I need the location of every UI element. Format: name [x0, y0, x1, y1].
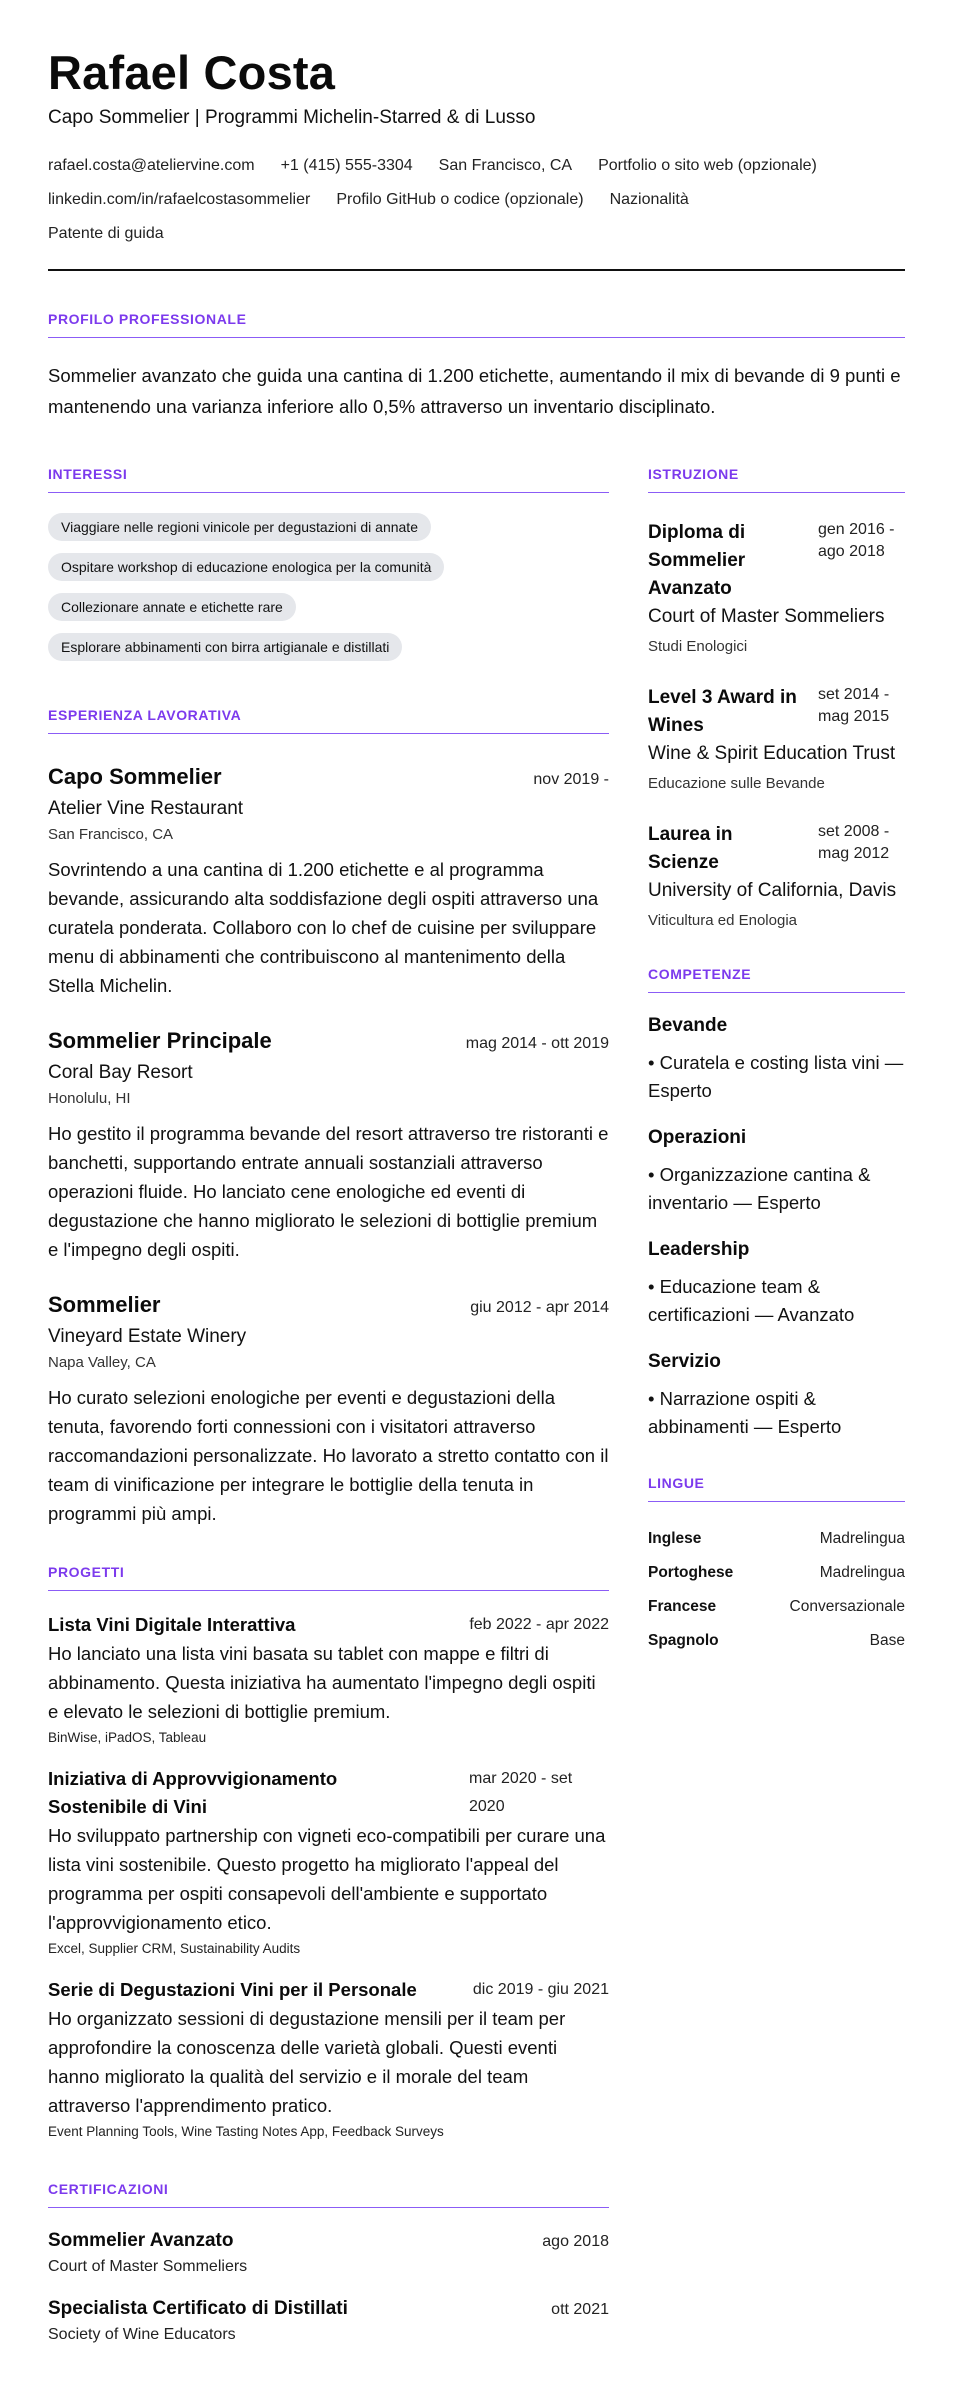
- contact-location: San Francisco, CA: [438, 157, 573, 175]
- job-date: nov 2019 -: [533, 771, 609, 789]
- project-tech: Event Planning Tools, Wine Tasting Notes App, Feedback Surveys: [48, 2124, 444, 2140]
- certification-org: Court of Master Sommeliers: [48, 2258, 248, 2276]
- section-divider: [48, 337, 905, 338]
- project-description: Ho lanciato una lista vini basata su tablet con mappe e filtri di abbinamento. Questa iniziativa ha aumentato l'impegno degli ospiti e elevato le selezioni di bottiglie premium.: [48, 1643, 596, 1723]
- interest-chip: Viaggiare nelle regioni vinicole per degustazioni di annate: [48, 513, 431, 541]
- right-column: [648, 466, 905, 1658]
- language-level: Madrelingua: [819, 1564, 905, 1582]
- skill-group: [648, 1239, 905, 1329]
- summary-section: [48, 311, 905, 422]
- language-level: Madrelingua: [819, 1530, 905, 1548]
- interests-section: [48, 466, 609, 661]
- job-entry: [48, 1028, 609, 1264]
- education-field: Studi Enologici: [648, 638, 748, 656]
- education-date: set 2014 - mag 2015: [818, 686, 890, 726]
- left-column: [48, 466, 609, 2344]
- skill-item: • Narrazione ospiti & abbinamenti — Esperto: [648, 1388, 842, 1438]
- language-name: Spagnolo: [648, 1632, 719, 1650]
- certifications-heading: CERTIFICAZIONI: [48, 2181, 169, 2198]
- section-divider: [48, 492, 609, 493]
- certification-date: ott 2021: [551, 2301, 609, 2319]
- education-field: Viticultura ed Enologia: [648, 912, 797, 930]
- languages-heading: LINGUE: [648, 1475, 705, 1492]
- education-degree: Diploma di Sommelier Avanzato: [648, 522, 746, 600]
- projects-section: [48, 1564, 609, 2139]
- contact-driving-license: Patente di guida: [48, 225, 164, 243]
- language-row: [648, 1590, 905, 1624]
- resume-header: [48, 48, 905, 271]
- project-description: Ho sviluppato partnership con vigneti eco-compatibili per curare una lista vini sostenibile. Questo progetto ha migliorato l'appeal del programma per ospiti consapevoli dell'ambiente e supportato l'approvvigionamento etico.: [48, 1825, 606, 1934]
- job-location: San Francisco, CA: [48, 826, 174, 844]
- job-title: Sommelier Principale: [48, 1028, 272, 1054]
- section-divider: [48, 733, 609, 734]
- job-company: Vineyard Estate Winery: [48, 1326, 247, 1348]
- education-date: gen 2016 - ago 2018: [818, 521, 895, 561]
- candidate-headline: Capo Sommelier | Programmi Michelin-Starred & di Lusso: [48, 107, 536, 129]
- skill-group: [648, 1015, 905, 1105]
- education-school: Wine & Spirit Education Trust: [648, 743, 896, 765]
- job-company: Atelier Vine Restaurant: [48, 798, 244, 820]
- education-degree: Level 3 Award in Wines: [648, 687, 797, 737]
- education-section: [648, 466, 905, 932]
- project-date: feb 2022 - apr 2022: [469, 1616, 609, 1634]
- job-title: Sommelier: [48, 1292, 161, 1318]
- language-name: Inglese: [648, 1530, 702, 1548]
- languages-list: [648, 1522, 905, 1658]
- project-title: Lista Vini Digitale Interattiva: [48, 1614, 296, 1636]
- projects-heading: PROGETTI: [48, 1564, 125, 1581]
- skill-item: • Curatela e costing lista vini — Esperto: [648, 1052, 904, 1102]
- section-divider: [48, 1590, 609, 1591]
- project-date: mar 2020 - set 2020: [469, 1770, 573, 1816]
- interests-list: [48, 513, 609, 661]
- skills-heading: COMPETENZE: [648, 966, 752, 983]
- section-divider: [48, 2207, 609, 2208]
- interest-chip: Collezionare annate e etichette rare: [48, 593, 296, 621]
- interest-chip: Esplorare abbinamenti con birra artigianale e distillati: [48, 633, 402, 661]
- section-divider: [648, 1501, 905, 1502]
- job-location: Napa Valley, CA: [48, 1354, 156, 1372]
- certification-entry: [48, 2230, 609, 2276]
- education-date: set 2008 - mag 2012: [818, 823, 890, 863]
- certification-entry: [48, 2298, 609, 2344]
- language-level: Conversazionale: [789, 1598, 905, 1616]
- project-entry: [48, 1765, 609, 1956]
- education-entry: [648, 821, 905, 932]
- job-date: mag 2014 - ott 2019: [465, 1035, 609, 1053]
- education-heading: ISTRUZIONE: [648, 466, 739, 483]
- job-company: Coral Bay Resort: [48, 1062, 193, 1084]
- language-row: [648, 1522, 905, 1556]
- education-entry: [648, 684, 905, 795]
- contact-portfolio[interactable]: Portfolio o sito web (opzionale): [598, 157, 817, 175]
- project-tech: Excel, Supplier CRM, Sustainability Audits: [48, 1941, 301, 1957]
- summary-heading: PROFILO PROFESSIONALE: [48, 311, 247, 328]
- education-school: University of California, Davis: [648, 880, 897, 902]
- languages-section: [648, 1475, 905, 1658]
- education-entry: [648, 519, 905, 658]
- education-field: Educazione sulle Bevande: [648, 775, 825, 793]
- certification-title: Specialista Certificato di Distillati: [48, 2298, 348, 2320]
- job-entry: [48, 1292, 609, 1528]
- certification-title: Sommelier Avanzato: [48, 2230, 234, 2252]
- certification-org: Society of Wine Educators: [48, 2326, 236, 2344]
- experience-heading: ESPERIENZA LAVORATIVA: [48, 707, 242, 724]
- job-description: Sovrintendo a una cantina di 1.200 etichette e al programma bevande, assicurando alta soddisfazione degli ospiti attraverso una curatela ponderata. Collaboro con lo chef de cuisine per sviluppare menu di abbinamenti che contribuiscono al mantenimento della Stella Michelin.: [48, 859, 599, 997]
- skill-category: Leadership: [648, 1239, 750, 1261]
- contact-linkedin[interactable]: linkedin.com/in/rafaelcostasommelier: [48, 191, 311, 209]
- job-title: Capo Sommelier: [48, 764, 222, 790]
- skill-category: Servizio: [648, 1351, 721, 1373]
- language-row: [648, 1624, 905, 1658]
- certifications-section: [48, 2181, 609, 2344]
- contact-nationality: Nazionalità: [609, 191, 689, 209]
- section-divider: [648, 992, 905, 993]
- project-description: Ho organizzato sessioni di degustazione mensili per il team per approfondire la conoscenza delle varietà globali. Questi eventi hanno migliorato la qualità del servizio e il morale del team attraverso l'apprendimento pratico.: [48, 2008, 566, 2117]
- education-degree: Laurea in Scienze: [648, 824, 733, 874]
- language-name: Francese: [648, 1598, 717, 1616]
- candidate-name: Rafael Costa: [48, 46, 336, 99]
- contact-email[interactable]: rafael.costa@ateliervine.com: [48, 157, 255, 175]
- experience-section: [48, 707, 609, 1528]
- contact-phone[interactable]: +1 (415) 555-3304: [280, 157, 413, 175]
- project-title: Serie di Degustazioni Vini per il Personale: [48, 1979, 417, 2001]
- language-level: Base: [869, 1632, 905, 1650]
- project-tech: BinWise, iPadOS, Tableau: [48, 1730, 207, 1746]
- interests-heading: INTERESSI: [48, 466, 128, 483]
- skill-group: [648, 1351, 905, 1441]
- job-description: Ho curato selezioni enologiche per eventi e degustazioni della tenuta, favorendo forti connessioni con i visitatori attraverso raccomandazioni personalizzate. Ho lavorato a stretto contatto con il team di vinificazione per integrare le bottiglie della tenuta in programmi più ampi.: [48, 1387, 609, 1525]
- skill-category: Operazioni: [648, 1127, 747, 1149]
- project-title: Iniziativa di Approvvigionamento Sostenibile di Vini: [48, 1768, 338, 1818]
- job-location: Honolulu, HI: [48, 1090, 131, 1108]
- contact-list: [48, 149, 908, 251]
- education-school: Court of Master Sommeliers: [648, 606, 885, 628]
- language-row: [648, 1556, 905, 1590]
- skills-section: [648, 966, 905, 1441]
- contact-github[interactable]: Profilo GitHub o codice (opzionale): [336, 191, 584, 209]
- job-description: Ho gestito il programma bevande del resort attraverso tre ristoranti e banchetti, supportando entrate annuali sostanziali attraverso operazioni fluide. Ho lanciato cene enologiche ed eventi di degustazione che hanno migliorato le selezioni di bottiglie premium e l'impegno degli ospiti.: [48, 1123, 609, 1261]
- skill-category: Bevande: [648, 1015, 728, 1037]
- skill-group: [648, 1127, 905, 1217]
- summary-text: Sommelier avanzato che guida una cantina di 1.200 etichette, aumentando il mix di bevande di 9 punti e mantenendo una varianza inferiore allo 0,5% attraverso un inventario disciplinato.: [48, 365, 901, 418]
- project-entry: [48, 1611, 609, 1745]
- language-name: Portoghese: [648, 1564, 734, 1582]
- section-divider: [648, 492, 905, 493]
- interest-chip: Ospitare workshop di educazione enologica per la comunità: [48, 553, 444, 581]
- project-entry: [48, 1976, 609, 2139]
- project-date: dic 2019 - giu 2021: [472, 1981, 609, 1999]
- skill-item: • Organizzazione cantina & inventario — Esperto: [648, 1164, 871, 1214]
- job-date: giu 2012 - apr 2014: [470, 1299, 609, 1317]
- skill-item: • Educazione team & certificazioni — Avanzato: [648, 1276, 855, 1326]
- job-entry: [48, 764, 609, 1000]
- certification-date: ago 2018: [542, 2233, 609, 2251]
- header-divider: [48, 269, 905, 271]
